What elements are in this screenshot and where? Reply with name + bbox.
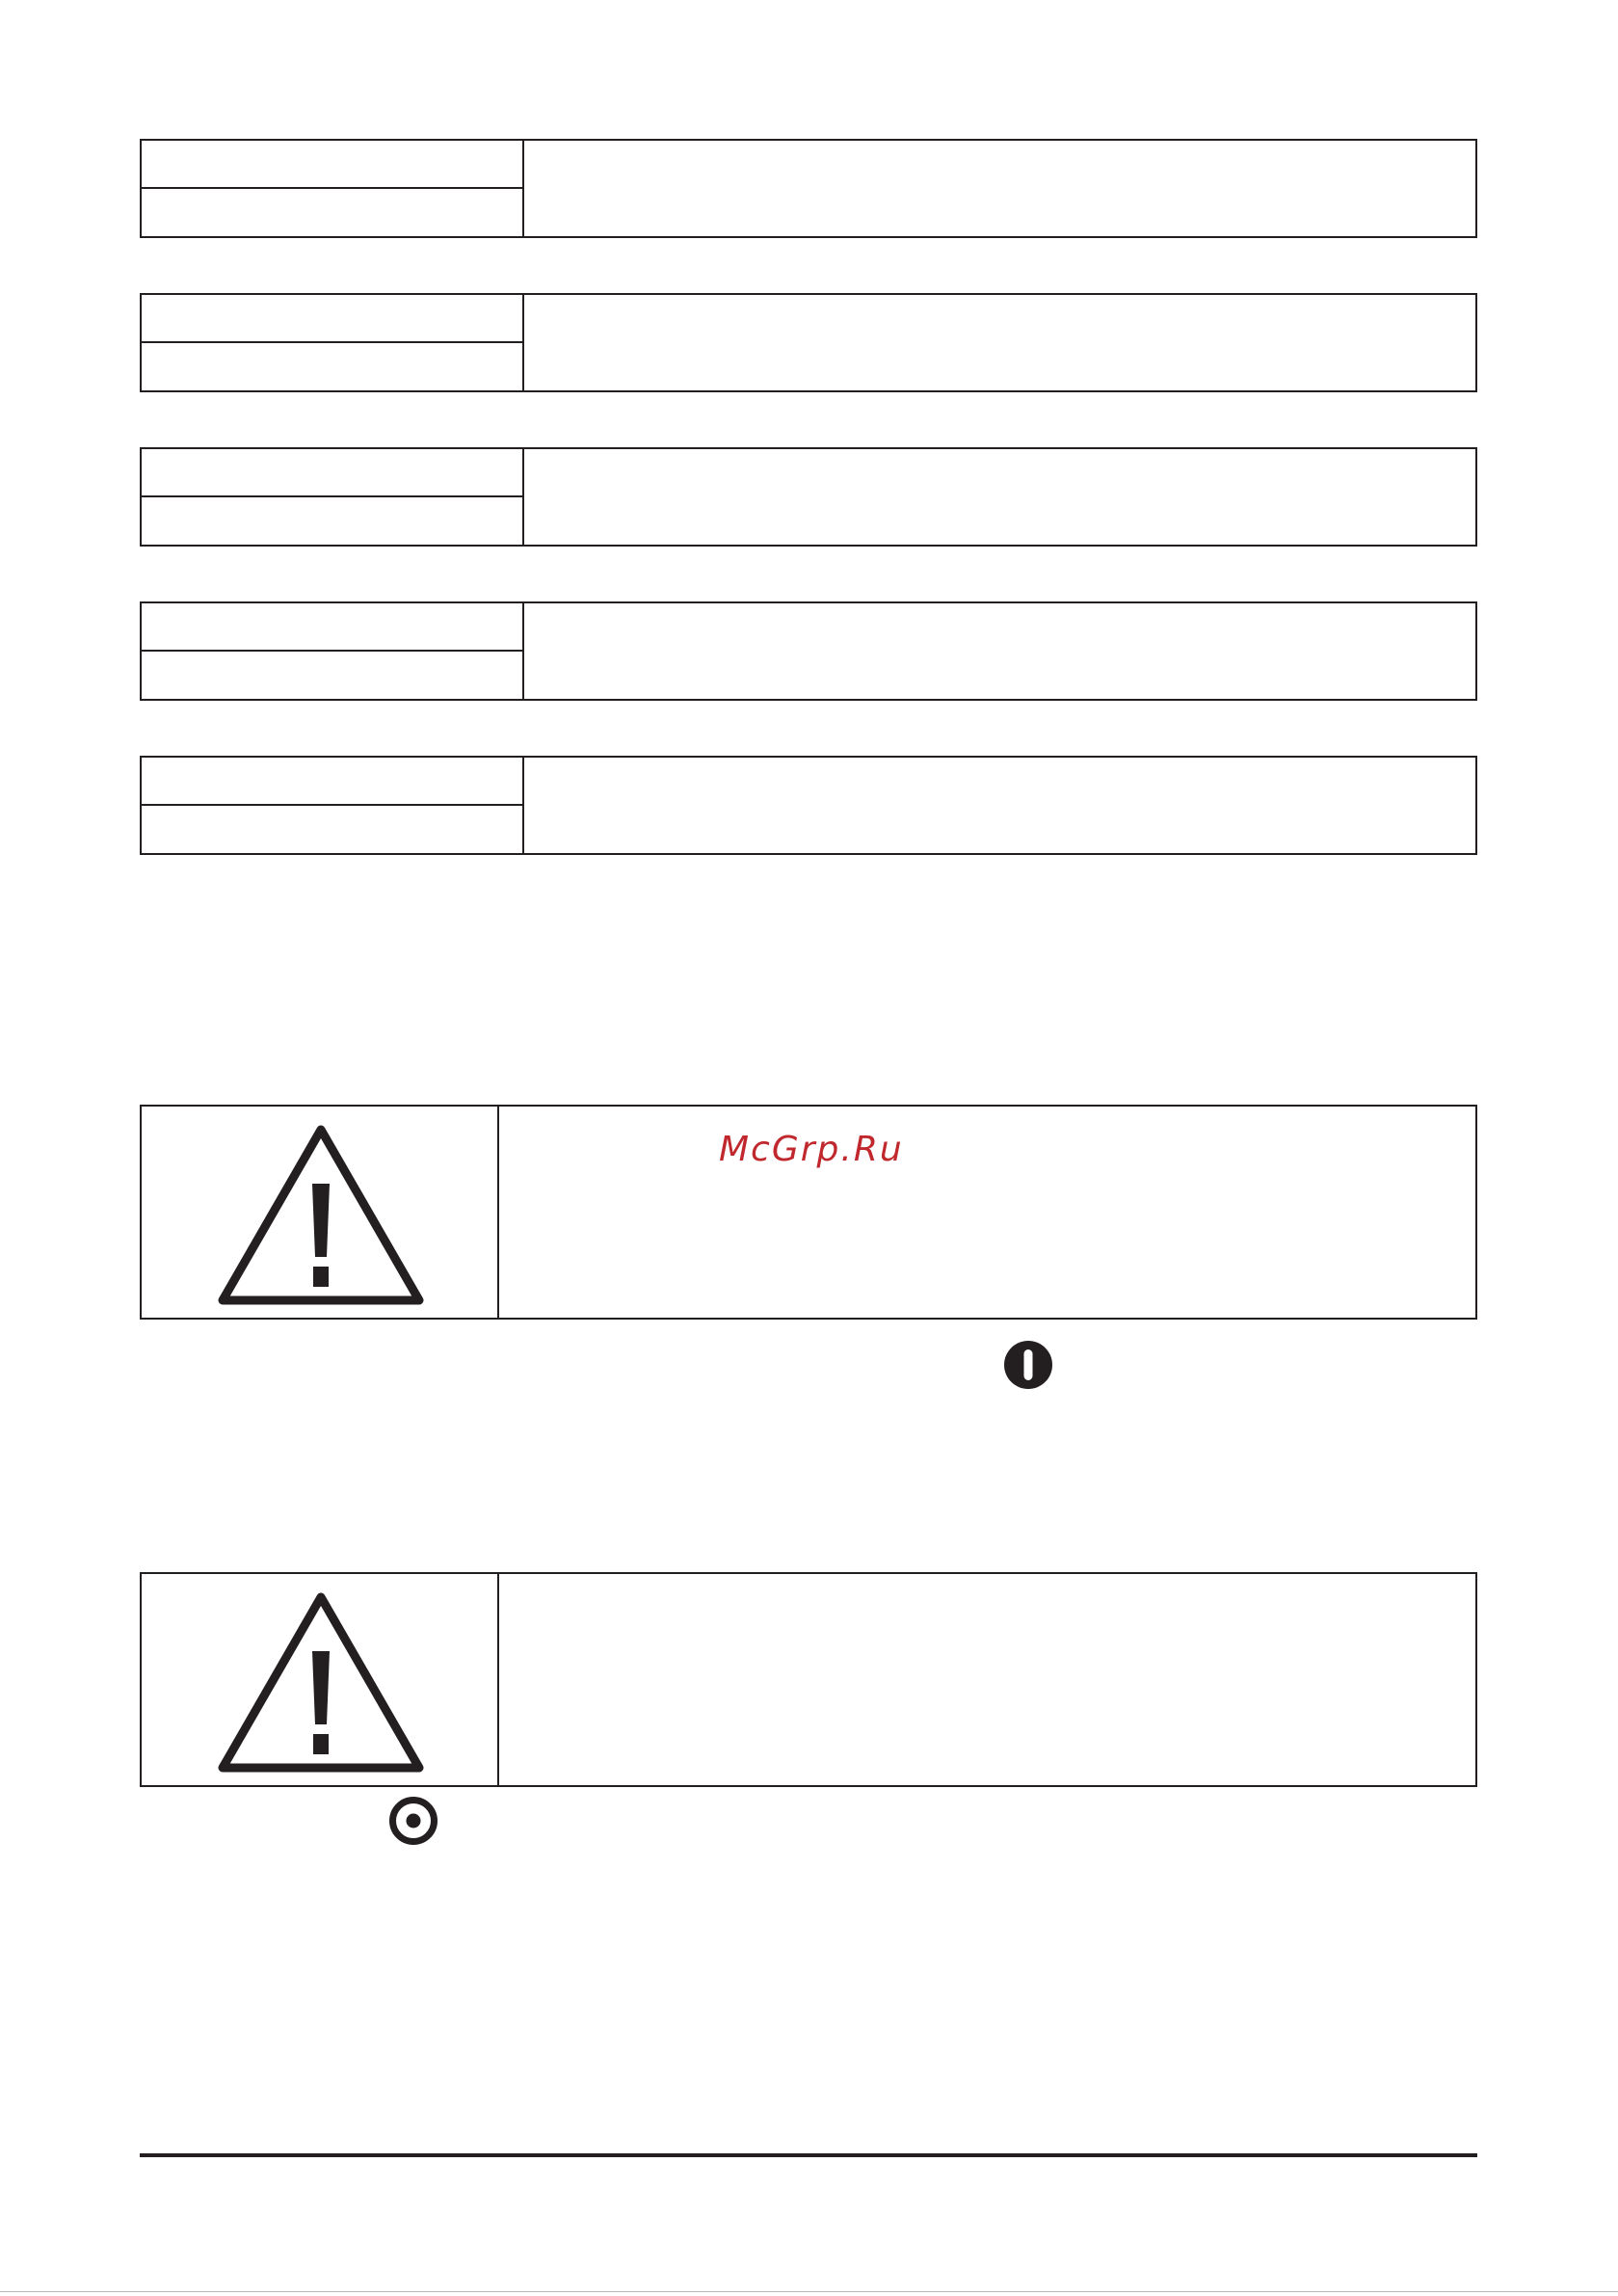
power-on-symbol-icon (1003, 1340, 1053, 1390)
warning-box-1-text (499, 1107, 1475, 1318)
spec-table-4-cell-bottom (142, 652, 522, 700)
warning-box-2-text (499, 1574, 1475, 1785)
spec-table-2-cell-bottom (142, 343, 522, 391)
spec-table-2-left (142, 295, 524, 390)
warning-box-2-icon-cell (142, 1574, 499, 1785)
spec-table-2-cell-top (142, 295, 522, 343)
watermark-text: McGrp.Ru (719, 1130, 904, 1169)
spec-table-5 (140, 756, 1477, 855)
warning-box-1-icon-cell (142, 1107, 499, 1318)
spec-table-4-content (524, 603, 1475, 699)
spec-table-1-content (524, 141, 1475, 236)
target-circle-symbol-icon (388, 1796, 438, 1846)
spec-table-5-content (524, 758, 1475, 853)
spec-table-3-cell-top (142, 449, 522, 497)
warning-box-2 (140, 1572, 1477, 1787)
spec-table-2 (140, 293, 1477, 392)
spec-table-1-cell-bottom (142, 189, 522, 237)
spec-table-4-left (142, 603, 524, 699)
spec-table-5-cell-bottom (142, 806, 522, 854)
spec-table-4-cell-top (142, 603, 522, 652)
spec-table-1-cell-top (142, 141, 522, 189)
page-bottom-edge (0, 2291, 1618, 2292)
spec-table-3-content (524, 449, 1475, 545)
footer-rule (140, 2153, 1477, 2157)
spec-table-5-cell-top (142, 758, 522, 806)
spec-table-3 (140, 447, 1477, 547)
spec-table-3-left (142, 449, 524, 545)
spec-table-1 (140, 139, 1477, 238)
warning-triangle-icon (215, 1588, 427, 1775)
spec-table-4 (140, 601, 1477, 701)
spec-table-3-cell-bottom (142, 497, 522, 546)
warning-triangle-icon (215, 1120, 427, 1307)
spec-table-2-content (524, 295, 1475, 390)
spec-table-1-left (142, 141, 524, 236)
spec-table-5-left (142, 758, 524, 853)
